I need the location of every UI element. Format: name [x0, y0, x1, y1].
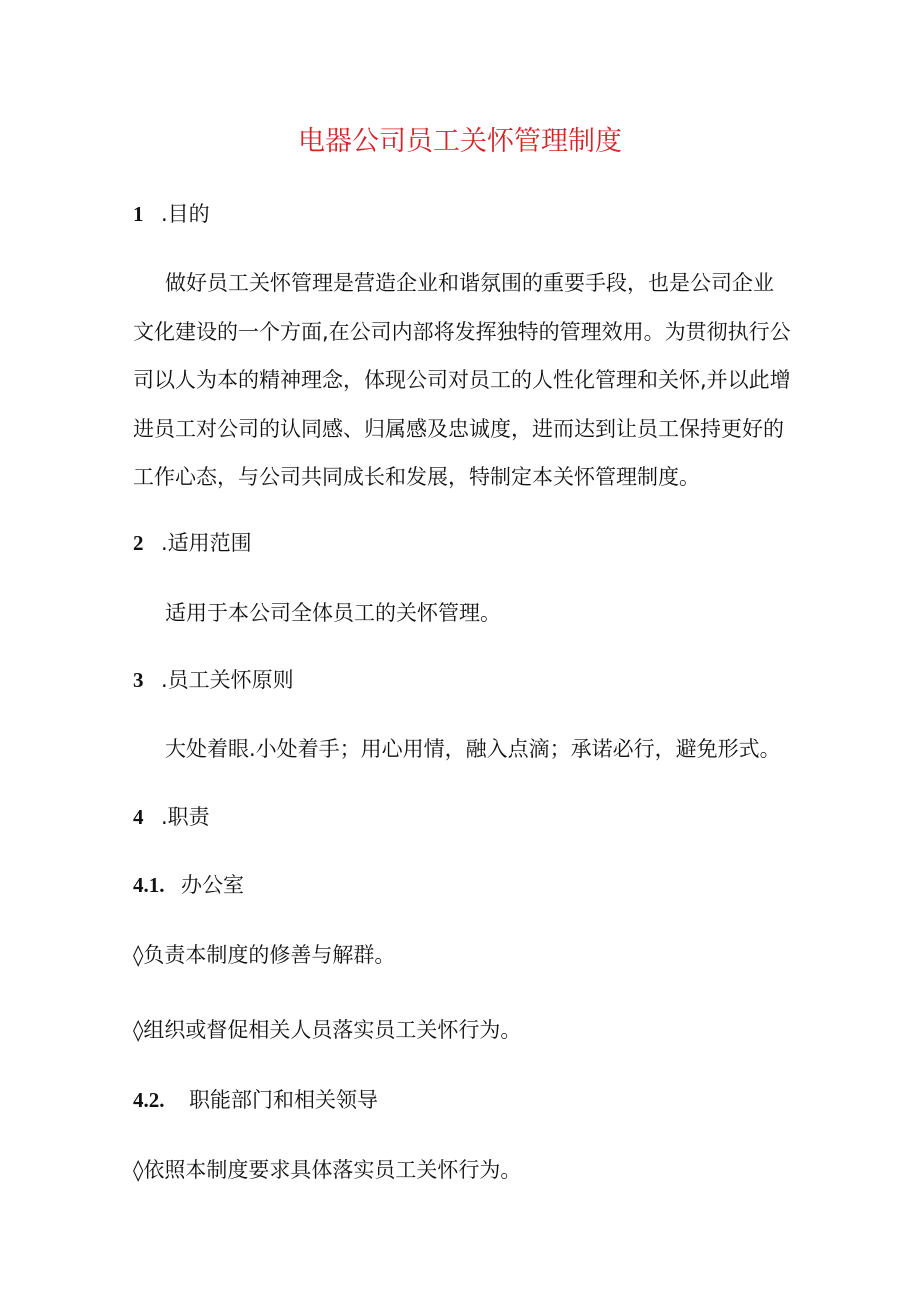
section-number: 4 [133, 805, 144, 829]
bullet-text: 依照本制度要求具体落实员工关怀行为。 [143, 1158, 522, 1182]
section-body-1: 做好员工关怀管理是营造企业和谐氛围的重要手段，也是公司企业文化建设的一个方面,在公司内部将发挥独特的管理效用。为贯彻执行公司以人为本的精神理念，体现公司对员工的人性化管理和关怀,并以此增进员工对公司的认同感、归属感及忠诚度，进而达到让员工保持更好的工作心态，与公司共同成长和发展，特制定本关怀管理制度。 [133, 271, 791, 489]
section-title: .职责 [161, 805, 210, 829]
section-number: 1 [133, 202, 144, 226]
section-body-3: 大处着眼.小处着手；用心用情，融入点滴；承诺必行，避免形式。 [165, 737, 781, 761]
subsection-heading-4-2 [133, 1084, 378, 1116]
section-number: 2 [133, 531, 144, 555]
section-heading-2 [133, 527, 252, 559]
subsection-number: 4.1. [133, 873, 165, 897]
bullet-text: 负责本制度的修善与解群。 [143, 943, 396, 967]
bullet-item [133, 939, 395, 971]
section-title: .目的 [161, 202, 210, 226]
section-body-2: 适用于本公司全体员工的关怀管理。 [165, 601, 501, 625]
section-heading-1 [133, 198, 210, 230]
document-title: 电器公司员工关怀管理制度 [298, 126, 622, 157]
section-heading-3 [133, 664, 294, 696]
section-heading-4 [133, 801, 210, 833]
bullet-text: 组织或督促相关人员落实员工关怀行为。 [143, 1018, 522, 1042]
section-number: 3 [133, 668, 144, 692]
subsection-title: 职能部门和相关领导 [189, 1088, 378, 1112]
bullet-item [133, 1014, 521, 1046]
subsection-heading-4-1 [133, 869, 244, 901]
bullet-item [133, 1154, 521, 1186]
subsection-title: 办公室 [181, 873, 244, 897]
section-title: .员工关怀原则 [161, 668, 294, 692]
diamond-bullet-icon: ◊ [133, 1158, 144, 1182]
subsection-number: 4.2. [133, 1088, 165, 1112]
diamond-bullet-icon: ◊ [133, 943, 144, 967]
diamond-bullet-icon: ◊ [133, 1018, 144, 1042]
section-title: .适用范围 [161, 531, 252, 555]
